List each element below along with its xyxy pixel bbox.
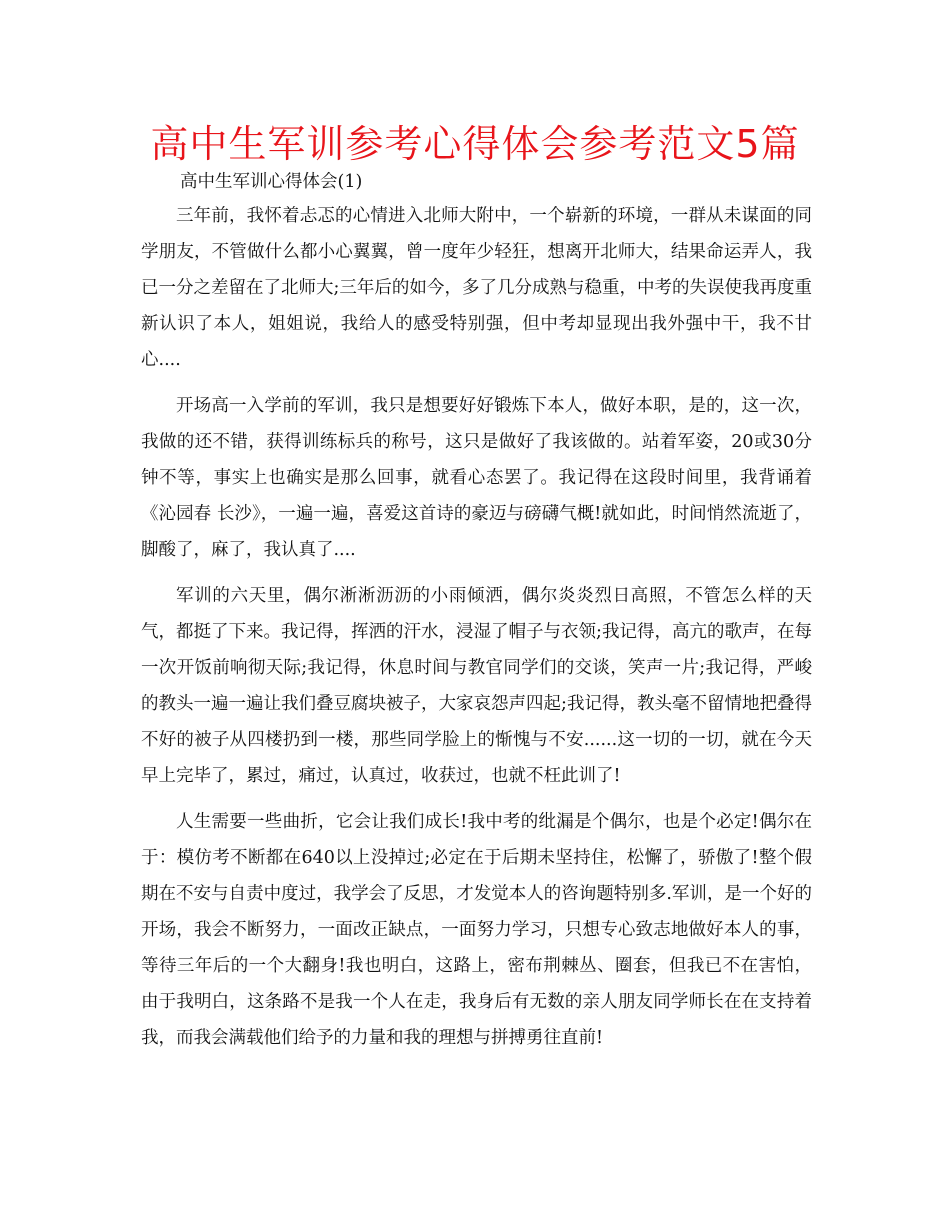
body-paragraph: 三年前，我怀着忐忑的心情进入北师大附中，一个崭新的环境，一群从未谋面的同学朋友，不管做什么都小心翼翼，曾一度年少轻狂，想离开北师大，结果命运弄人，我已一分之差留在了北师大;三年后的如今，多了几分成熟与稳重，中考的失误使我再度重新认识了本人，姐姐说，我给人的感受特别强，但中考却显现出我外强中干，我不甘心.... <box>141 206 812 370</box>
body-paragraph: 人生需要一些曲折，它会让我们成长!我中考的纰漏是个偶尔，也是个必定!偶尔在于：模仿考不断都在640以上没掉过;必定在于后期未坚持住，松懈了，骄傲了!整个假期在不安与自责中度过，我学会了反思，才发觉本人的咨询题特别多.军训，是一个好的开场，我会不断努力，一面改正缺点，一面努力学习，只想专心致志地做好本人的事，等待三年后的一个大翻身!我也明白，这路上，密布荆棘丛、圈套，但我已不在害怕，由于我明白，这条路不是我一个人在走，我身后有无数的亲人朋友同学师长在在支持着我，而我会满载他们给予的力量和我的理想与拼搏勇往直前! <box>141 812 812 1048</box>
document-title: 高中生军训参考心得体会参考范文5篇 <box>150 122 800 166</box>
body-paragraph: 军训的六天里，偶尔淅淅沥沥的小雨倾洒，偶尔炎炎烈日高照，不管怎么样的天气，都挺了下来。我记得，挥洒的汗水，浸湿了帽子与衣领;我记得，高亢的歌声，在每一次开饭前响彻天际;我记得，休息时间与教官同学们的交谈，笑声一片;我记得，严峻的教头一遍一遍让我们叠豆腐块被子，大家哀怨声四起;我记得，教头毫不留情地把叠得不好的被子从四楼扔到一楼，那些同学脸上的惭愧与不安......这一切的一切，就在今天早上完毕了，累过，痛过，认真过，收获过，也就不枉此训了! <box>141 586 812 786</box>
section-heading: 高中生军训心得体会(1) <box>180 172 363 192</box>
document-body <box>141 198 812 1066</box>
body-paragraph: 开场高一入学前的军训，我只是想要好好锻炼下本人，做好本职，是的，这一次，我做的还不错，获得训练标兵的称号，这只是做好了我该做的。站着军姿，20或30分钟不等，事实上也确实是那么回事，就看心态罢了。我记得在这段时间里，我背诵着《沁园春 长沙》，一遍一遍，喜爱这首诗的豪迈与磅礴气概!就如此，时间悄然流逝了，脚酸了，麻了，我认真了.... <box>141 396 812 560</box>
